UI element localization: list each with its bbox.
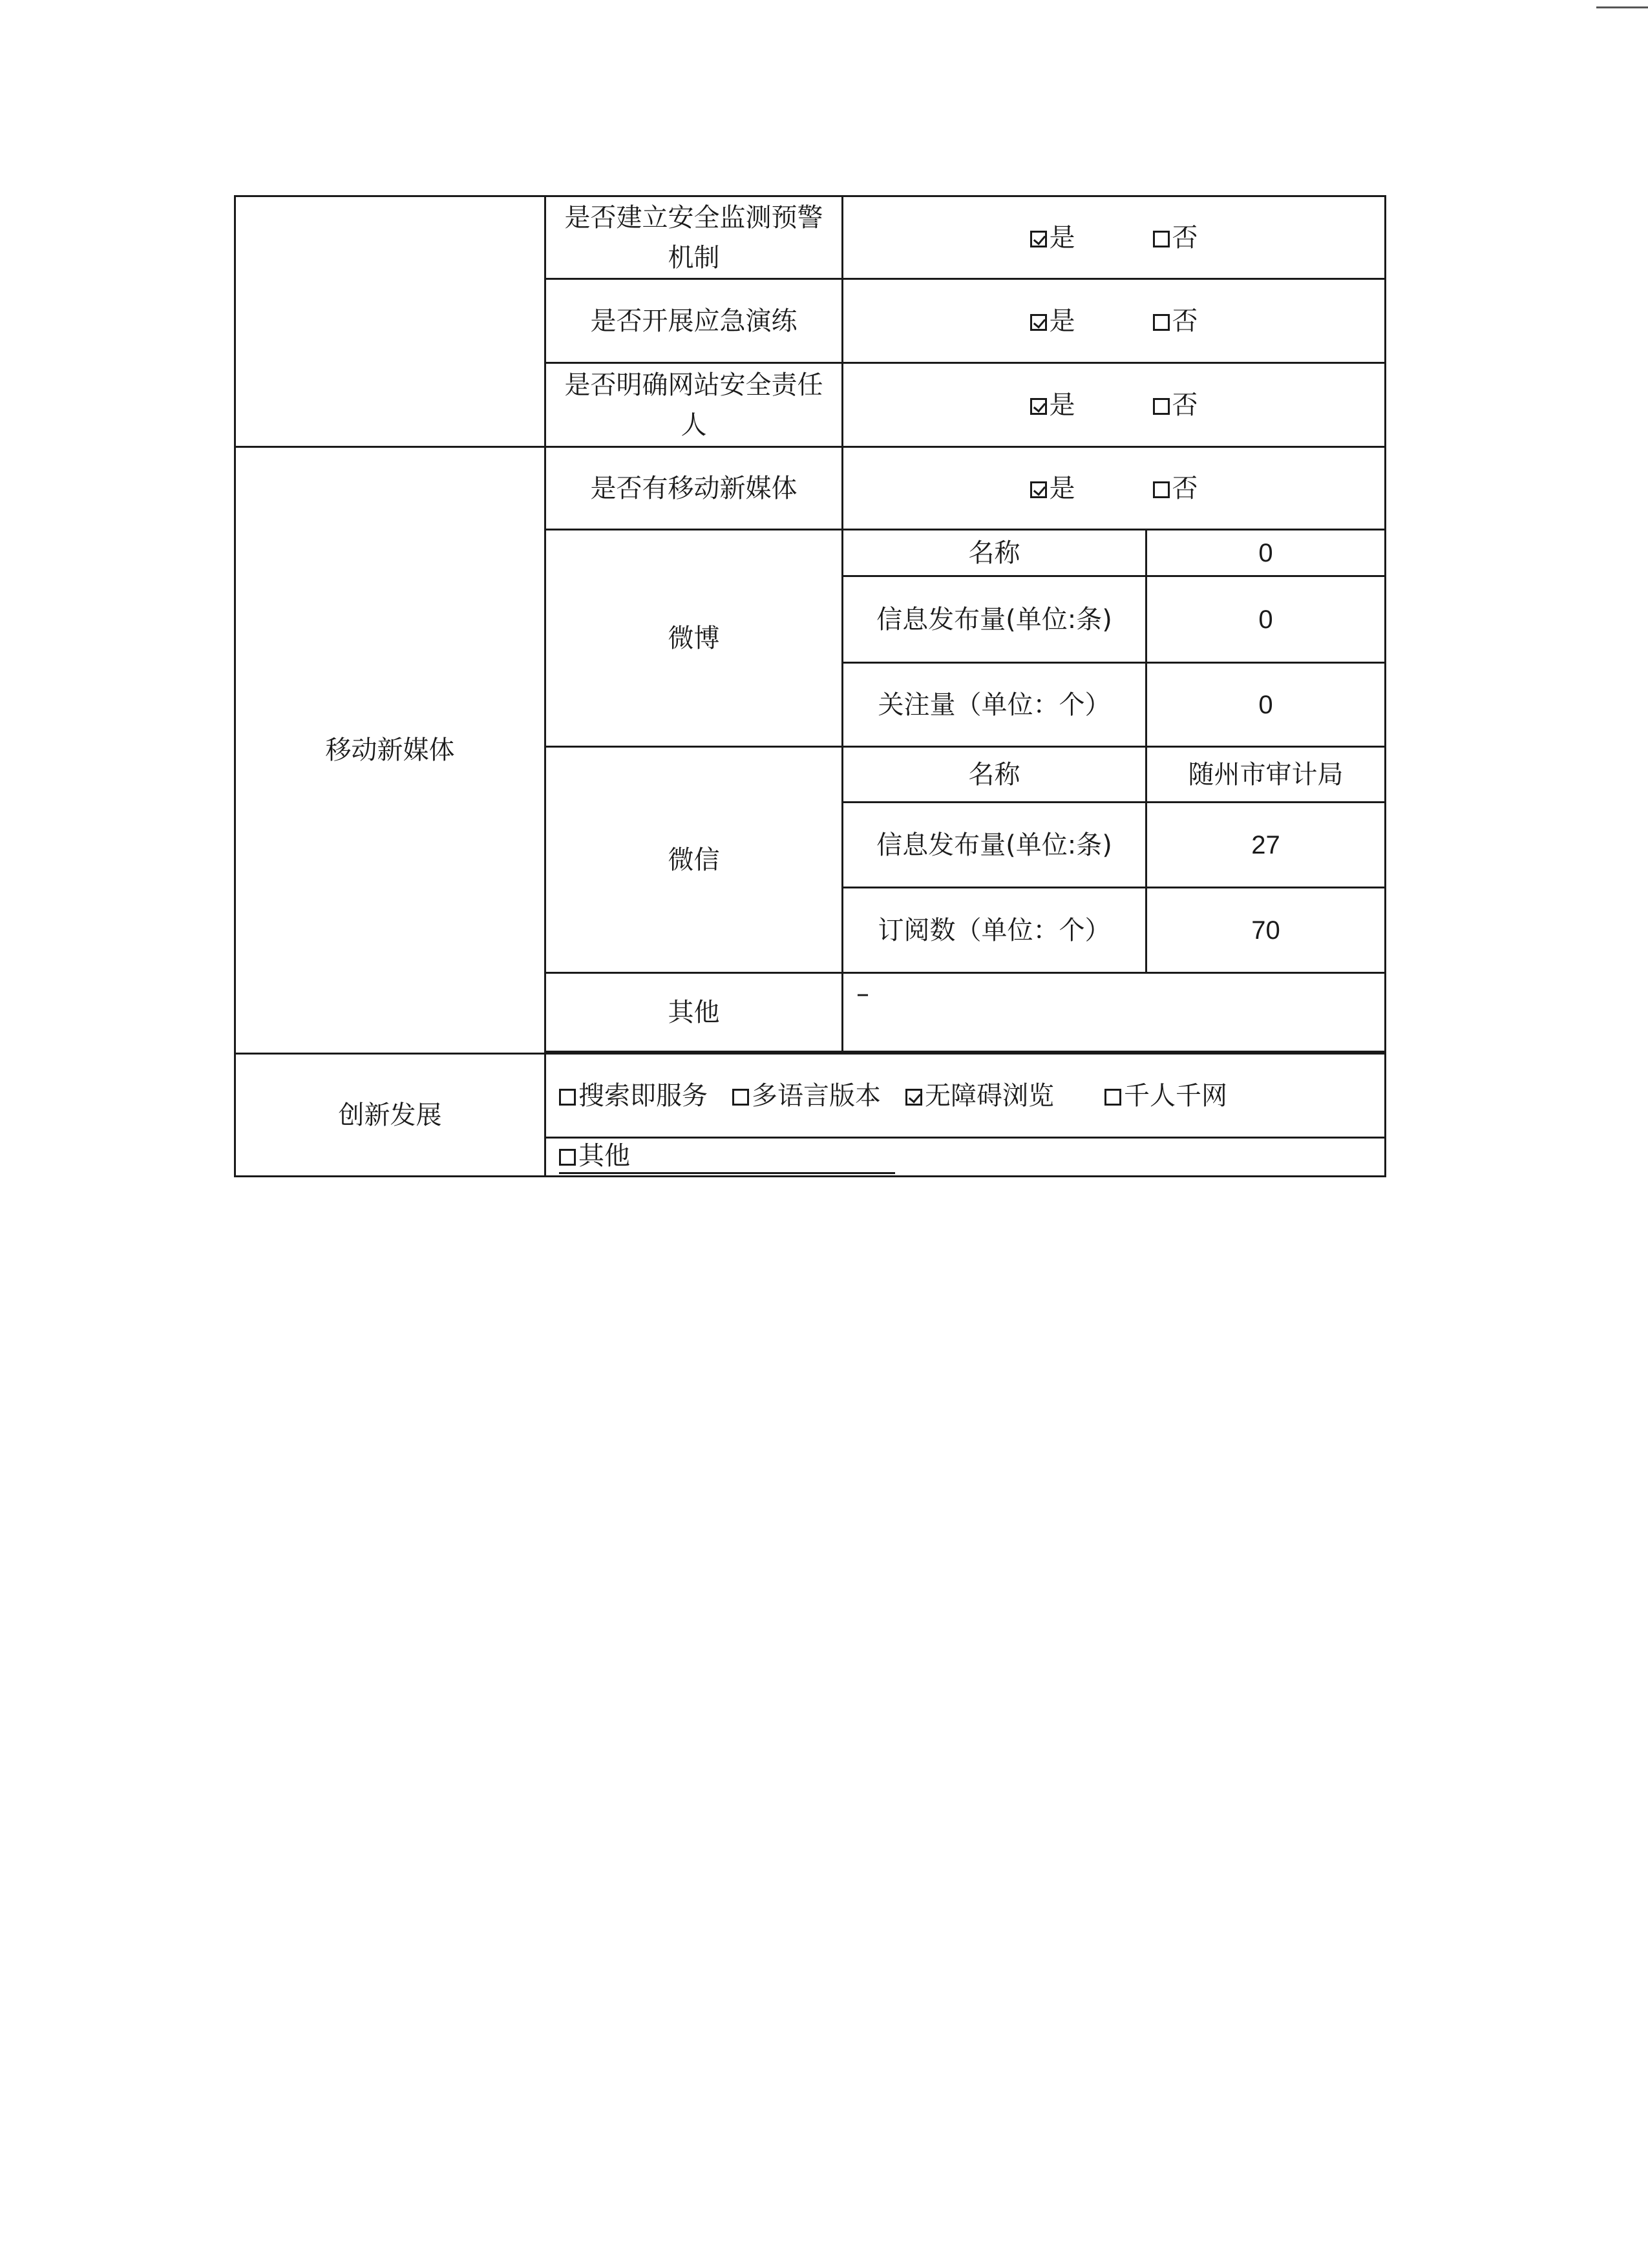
media-section-label: 移动新媒体 [235,447,545,1054]
wechat-name-value: 随州市审计局 [1146,747,1386,803]
media-row-has-media [235,447,1386,530]
innovation-other [545,1138,1386,1177]
wechat-posts-label: 信息发布量(单位:条) [843,803,1146,888]
option-multilingual[interactable]: 多语言版本 [732,1076,881,1116]
other-media-value: – [843,973,1386,1052]
security-row-monitoring [235,196,1386,279]
option-no[interactable]: 否 [1153,301,1198,341]
option-search-service[interactable]: 搜索即服务 [559,1076,708,1116]
unchecked-box-icon[interactable] [1153,314,1170,331]
wechat-subscribers-value: 70 [1146,888,1386,973]
weibo-name-value: 0 [1146,530,1386,576]
innovation-section-label: 创新发展 [235,1054,545,1177]
checked-box-icon[interactable] [1030,398,1047,415]
unchecked-box-icon[interactable] [559,1089,576,1106]
innovation-other-field[interactable]: 其他 [559,1140,895,1174]
unchecked-box-icon[interactable] [732,1089,749,1106]
checked-box-icon[interactable] [1030,314,1047,331]
option-no[interactable]: 否 [1153,468,1198,509]
weibo-posts-value: 0 [1146,576,1386,663]
option-yes[interactable]: 是 [1030,218,1075,258]
weibo-label: 微博 [545,530,843,747]
weibo-followers-label: 关注量（单位：个） [843,663,1146,747]
option-no[interactable]: 否 [1153,218,1198,258]
security-answer [843,279,1386,363]
option-no[interactable]: 否 [1153,385,1198,425]
wechat-posts-value: 27 [1146,803,1386,888]
option-accessibility[interactable]: 无障碍浏览 [905,1076,1054,1116]
option-yes[interactable]: 是 [1030,301,1075,341]
security-answer [843,196,1386,279]
scan-corner-mark [1596,6,1648,8]
unchecked-box-icon[interactable] [1153,481,1170,498]
security-question: 是否开展应急演练 [545,279,843,363]
media-answer [843,447,1386,530]
wechat-label: 微信 [545,747,843,973]
other-media-label: 其他 [545,973,843,1052]
checked-box-icon[interactable] [905,1089,922,1106]
checked-box-icon[interactable] [1030,481,1047,498]
wechat-name-label: 名称 [843,747,1146,803]
weibo-posts-label: 信息发布量(单位:条) [843,576,1146,663]
option-yes[interactable]: 是 [1030,385,1075,425]
media-question: 是否有移动新媒体 [545,447,843,530]
weibo-name-label: 名称 [843,530,1146,576]
unchecked-box-icon[interactable] [1153,398,1170,415]
website-report-table [234,195,1386,1177]
option-yes[interactable]: 是 [1030,468,1075,509]
unchecked-box-icon[interactable] [559,1149,576,1166]
unchecked-box-icon[interactable] [1153,231,1170,247]
security-answer [843,363,1386,447]
unchecked-box-icon[interactable] [1104,1089,1121,1106]
innovation-row-options [235,1054,1386,1138]
security-question: 是否明确网站安全责任人 [545,363,843,447]
security-question: 是否建立安全监测预警机制 [545,196,843,279]
wechat-subscribers-label: 订阅数（单位：个） [843,888,1146,973]
weibo-followers-value: 0 [1146,663,1386,747]
security-section-cell [235,196,545,447]
option-personalized[interactable]: 千人千网 [1104,1076,1227,1116]
innovation-options [545,1054,1386,1138]
checked-box-icon[interactable] [1030,231,1047,247]
